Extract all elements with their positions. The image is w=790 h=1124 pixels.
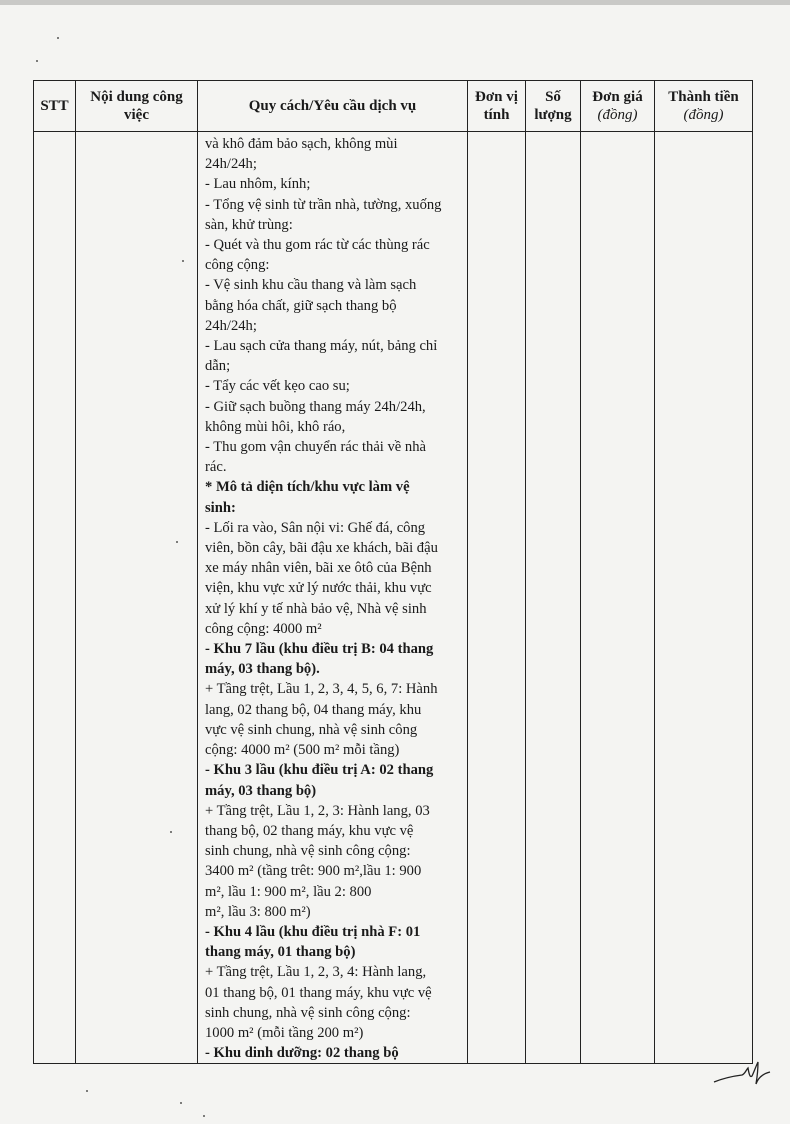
description-line: bằng hóa chất, giữ sạch thang bộ xyxy=(205,297,397,314)
description-line: xe máy nhân viên, bãi xe ôtô của Bệnh xyxy=(205,560,432,577)
header-don-gia: Đơn giá (đồng) xyxy=(581,81,655,132)
table-row xyxy=(34,132,753,1064)
cell-don-vi xyxy=(468,132,526,1064)
description-line: viên, bồn cây, bãi đậu xe khách, bãi đậu xyxy=(205,540,438,557)
description-line: 24h/24h; xyxy=(205,317,257,334)
description-line: sinh chung, nhà vệ sinh công cộng: xyxy=(205,1004,411,1021)
description-line: m², lầu 1: 900 m², lầu 2: 800 xyxy=(205,883,372,900)
header-quy-cach: Quy cách/Yêu cầu dịch vụ xyxy=(198,81,468,132)
cell-quy-cach xyxy=(198,132,468,1064)
scan-speck xyxy=(180,1102,182,1104)
description-line: + Tầng trệt, Lầu 1, 2, 3, 4, 5, 6, 7: Hành xyxy=(205,681,438,698)
description-line: - Khu 3 lầu (khu điều trị A: 02 thang xyxy=(205,762,434,779)
header-thanh-tien: Thành tiền (đồng) xyxy=(655,81,753,132)
cell-so-luong xyxy=(526,132,581,1064)
description-line: và khô đảm bảo sạch, không mùi xyxy=(205,136,398,152)
table-header-row xyxy=(34,81,753,132)
description-line: - Vệ sinh khu cầu thang và làm sạch xyxy=(205,277,417,294)
description-line: thang máy, 01 thang bộ) xyxy=(205,944,356,961)
cell-don-gia xyxy=(581,132,655,1064)
description-line: lang, 02 thang bộ, 04 thang máy, khu xyxy=(205,701,422,718)
cell-noi-dung xyxy=(76,132,198,1064)
description-line: sinh chung, nhà vệ sinh công cộng: xyxy=(205,843,411,860)
header-stt: STT xyxy=(34,81,76,132)
description-line: - Lối ra vào, Sân nội vi: Ghế đá, công xyxy=(205,519,426,536)
description-line: m², lầu 3: 800 m²) xyxy=(205,903,311,920)
description-line: rác. xyxy=(205,459,227,476)
description-line: sàn, khử trùng: xyxy=(205,216,293,233)
header-so-luong: Số lượng xyxy=(526,81,581,132)
description-line: - Khu 4 lầu (khu điều trị nhà F: 01 xyxy=(205,923,421,940)
service-description xyxy=(198,132,467,1063)
description-line: - Khu 7 lầu (khu điều trị B: 04 thang xyxy=(205,641,434,658)
description-line: - Lau nhôm, kính; xyxy=(205,176,311,193)
description-line: - Quét và thu gom rác từ các thùng rác xyxy=(205,237,430,254)
description-line: + Tầng trệt, Lầu 1, 2, 3: Hành lang, 03 xyxy=(205,802,430,819)
description-line: 3400 m² (tầng trêt: 900 m²,lầu 1: 900 xyxy=(205,863,422,880)
description-line: 1000 m² (mỗi tầng 200 m²) xyxy=(205,1024,364,1041)
description-line: 24h/24h; xyxy=(205,156,257,173)
signature-mark xyxy=(712,1058,772,1088)
scan-speck xyxy=(86,1090,88,1092)
description-line: cộng: 4000 m² (500 m² mỗi tầng) xyxy=(205,742,400,759)
description-line: - Giữ sạch buồng thang máy 24h/24h, xyxy=(205,398,426,415)
description-line: vực vệ sinh chung, nhà vệ sinh công xyxy=(205,721,418,738)
description-line: - Khu dinh dưỡng: 02 thang bộ xyxy=(205,1045,399,1062)
description-line: + Tầng trệt, Lầu 1, 2, 3, 4: Hành lang, xyxy=(205,964,427,981)
description-line: máy, 03 thang bộ) xyxy=(205,782,317,799)
description-line: dẫn; xyxy=(205,358,231,375)
description-line: - Tổng vệ sinh từ trần nhà, tường, xuống xyxy=(205,196,442,213)
cell-stt xyxy=(34,132,76,1064)
header-noi-dung: Nội dung công việc xyxy=(76,81,198,132)
description-line: sinh: xyxy=(205,499,236,516)
description-line: công cộng: xyxy=(205,257,270,274)
description-line: - Tẩy các vết kẹo cao su; xyxy=(205,378,350,395)
header-don-vi: Đơn vị tính xyxy=(468,81,526,132)
service-spec-table xyxy=(33,80,753,1064)
scan-speck xyxy=(203,1115,205,1117)
description-line: - Lau sạch cửa thang máy, nút, bảng chỉ xyxy=(205,338,438,355)
description-line: * Mô tả diện tích/khu vực làm vệ xyxy=(205,479,410,496)
description-line: không mùi hôi, khô ráo, xyxy=(205,418,346,435)
description-line: viện, khu vực xử lý nước thải, khu vực xyxy=(205,580,432,597)
description-line: xử lý khí y tế nhà bảo vệ, Nhà vệ sinh xyxy=(205,600,427,617)
scan-speck xyxy=(36,60,38,62)
scan-speck xyxy=(57,37,59,39)
cell-thanh-tien xyxy=(655,132,753,1064)
description-line: 01 thang bộ, 01 thang máy, khu vực vệ xyxy=(205,984,432,1001)
description-line: thang bộ, 02 thang máy, khu vực vệ xyxy=(205,822,414,839)
description-line: máy, 03 thang bộ). xyxy=(205,661,320,678)
description-line: - Thu gom vận chuyển rác thải về nhà xyxy=(205,439,426,456)
scan-top-edge xyxy=(0,0,790,5)
description-line: công cộng: 4000 m² xyxy=(205,620,322,637)
